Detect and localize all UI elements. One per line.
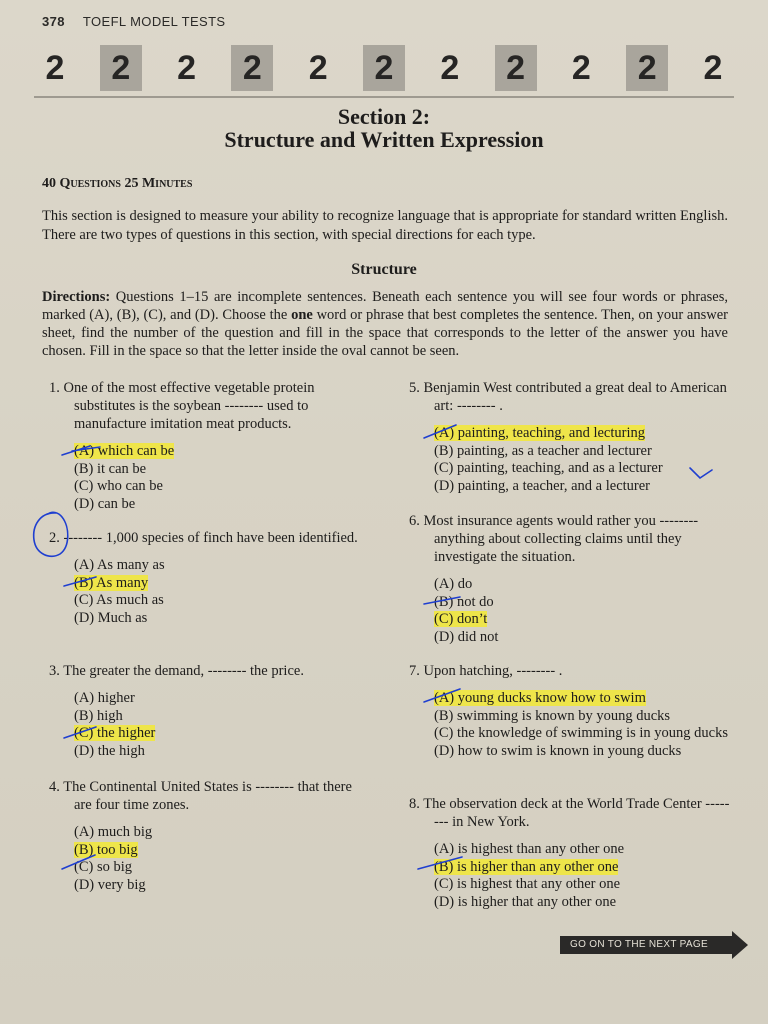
question-2 xyxy=(49,529,369,627)
answer-option: (A) higher xyxy=(74,690,135,706)
answer-option: (C) As much as xyxy=(74,592,164,608)
banner-digit: 2 xyxy=(45,48,65,87)
question-stem: 6. Most insurance agents would rather you -------- anything about collecting claims until they investigate the situation. xyxy=(409,513,699,565)
running-title: TOEFL MODEL TESTS xyxy=(82,14,226,29)
question-4 xyxy=(49,778,369,894)
page-number: 378 xyxy=(42,14,65,29)
banner-digit: 2 xyxy=(100,45,142,91)
answer-option: (C) who can be xyxy=(74,478,163,494)
answer-option: (B) As many xyxy=(74,574,149,591)
answer-option: (D) Much as xyxy=(74,609,148,626)
answer-option: (C) is highest that any other one xyxy=(434,876,621,892)
answer-option: (A) is highest than any other one xyxy=(434,841,625,857)
answer-option: (D) how to swim is known in young ducks xyxy=(434,742,682,759)
answer-option: (D) did not xyxy=(434,628,499,645)
answer-option: (D) is higher that any other one xyxy=(434,893,617,910)
answer-option: (C) the knowledge of swimming is in young ducks xyxy=(434,725,729,741)
answer-option: (B) painting, as a teacher and lecturer xyxy=(434,442,652,459)
question-6 xyxy=(409,512,731,646)
answer-option: (C) don’t xyxy=(434,611,488,627)
banner-digit: 2 xyxy=(495,45,537,91)
question-3 xyxy=(49,662,369,760)
banner-digit: 2 xyxy=(626,45,668,91)
banner-digit: 2 xyxy=(440,48,460,87)
directions-label: Directions: xyxy=(42,289,111,305)
banner-digit: 2 xyxy=(571,48,591,87)
banner-digit: 2 xyxy=(703,48,723,87)
directions-emphasis: one xyxy=(291,307,313,323)
answer-option: (B) high xyxy=(74,707,123,724)
question-stem: 1. One of the most effective vegetable protein substitutes is the soybean -------- used to manufacture imitation meat products. xyxy=(49,380,315,432)
arrow-right-icon xyxy=(718,931,748,959)
banner-digit: 2 xyxy=(363,45,405,91)
running-head xyxy=(42,14,226,29)
answer-option: (A) painting, teaching, and lecturing xyxy=(434,425,645,441)
section-title: Section 2: xyxy=(337,104,431,129)
answer-option: (C) the higher xyxy=(74,725,156,741)
question-stem: 5. Benjamin West contributed a great deal to American art: -------- . xyxy=(409,380,727,414)
question-stem: 8. The observation deck at the World Trade Center -------- in New York. xyxy=(409,796,730,830)
answer-option: (B) too big xyxy=(74,841,138,858)
section-number-banner xyxy=(34,42,734,94)
answer-option: (B) is higher than any other one xyxy=(434,858,619,875)
answer-option: (D) the high xyxy=(74,742,145,759)
directions-text-b: word or phrase that best completes the sentence. Then, on your answer sheet, find the number of the question and fill in the space that corresponds to the letter of the answer you have chosen. Fill in the space so that the letter inside the oval cannot be seen. xyxy=(42,307,728,359)
next-page-marker xyxy=(560,931,748,959)
banner-digit: 2 xyxy=(177,48,197,87)
question-stem: 7. Upon hatching, -------- . xyxy=(409,663,563,679)
answer-option: (A) As many as xyxy=(74,557,165,573)
answer-option: (D) painting, a teacher, and a lecturer xyxy=(434,477,650,494)
banner-divider xyxy=(34,96,734,98)
next-page-label: GO ON TO THE NEXT PAGE xyxy=(560,936,718,954)
section-meta: 40 Questions 25 Minutes xyxy=(42,176,193,191)
section-subtitle: Structure and Written Expression xyxy=(224,127,544,152)
answer-option: (C) so big xyxy=(74,859,132,875)
answer-option: (D) can be xyxy=(74,495,136,512)
answer-option: (A) young ducks know how to swim xyxy=(434,690,646,706)
question-1 xyxy=(49,379,369,513)
answer-option: (C) painting, teaching, and as a lecturer xyxy=(434,460,663,476)
banner-digit: 2 xyxy=(231,45,273,91)
subheading-structure: Structure xyxy=(351,261,417,278)
directions xyxy=(42,288,728,360)
banner-digit: 2 xyxy=(308,48,328,87)
question-stem: 3. The greater the demand, -------- the price. xyxy=(49,663,304,679)
answer-option: (D) very big xyxy=(74,876,146,893)
question-5 xyxy=(409,379,731,495)
answer-option: (B) not do xyxy=(434,593,494,610)
answer-option: (A) which can be xyxy=(74,443,175,459)
answer-option: (B) swimming is known by young ducks xyxy=(434,707,671,724)
question-stem: 4. The Continental United States is -------- that there are four time zones. xyxy=(49,779,352,813)
question-7 xyxy=(409,662,731,760)
section-intro: This section is designed to measure your ability to recognize language that is appropriate for standard written English. There are two types of questions in this section, with special directions for each type. xyxy=(42,208,728,243)
answer-option: (B) it can be xyxy=(74,460,147,477)
answer-option: (A) much big xyxy=(74,824,153,840)
answer-option: (A) do xyxy=(434,576,473,592)
question-8 xyxy=(409,795,731,911)
directions-text-a: Questions 1–15 are incomplete sentences. Beneath each sentence you will see four words or phrases, marked (A), (B), (C), and (D). Choose the xyxy=(42,289,728,323)
question-stem: 2. -------- 1,000 species of finch have been identified. xyxy=(49,530,358,546)
